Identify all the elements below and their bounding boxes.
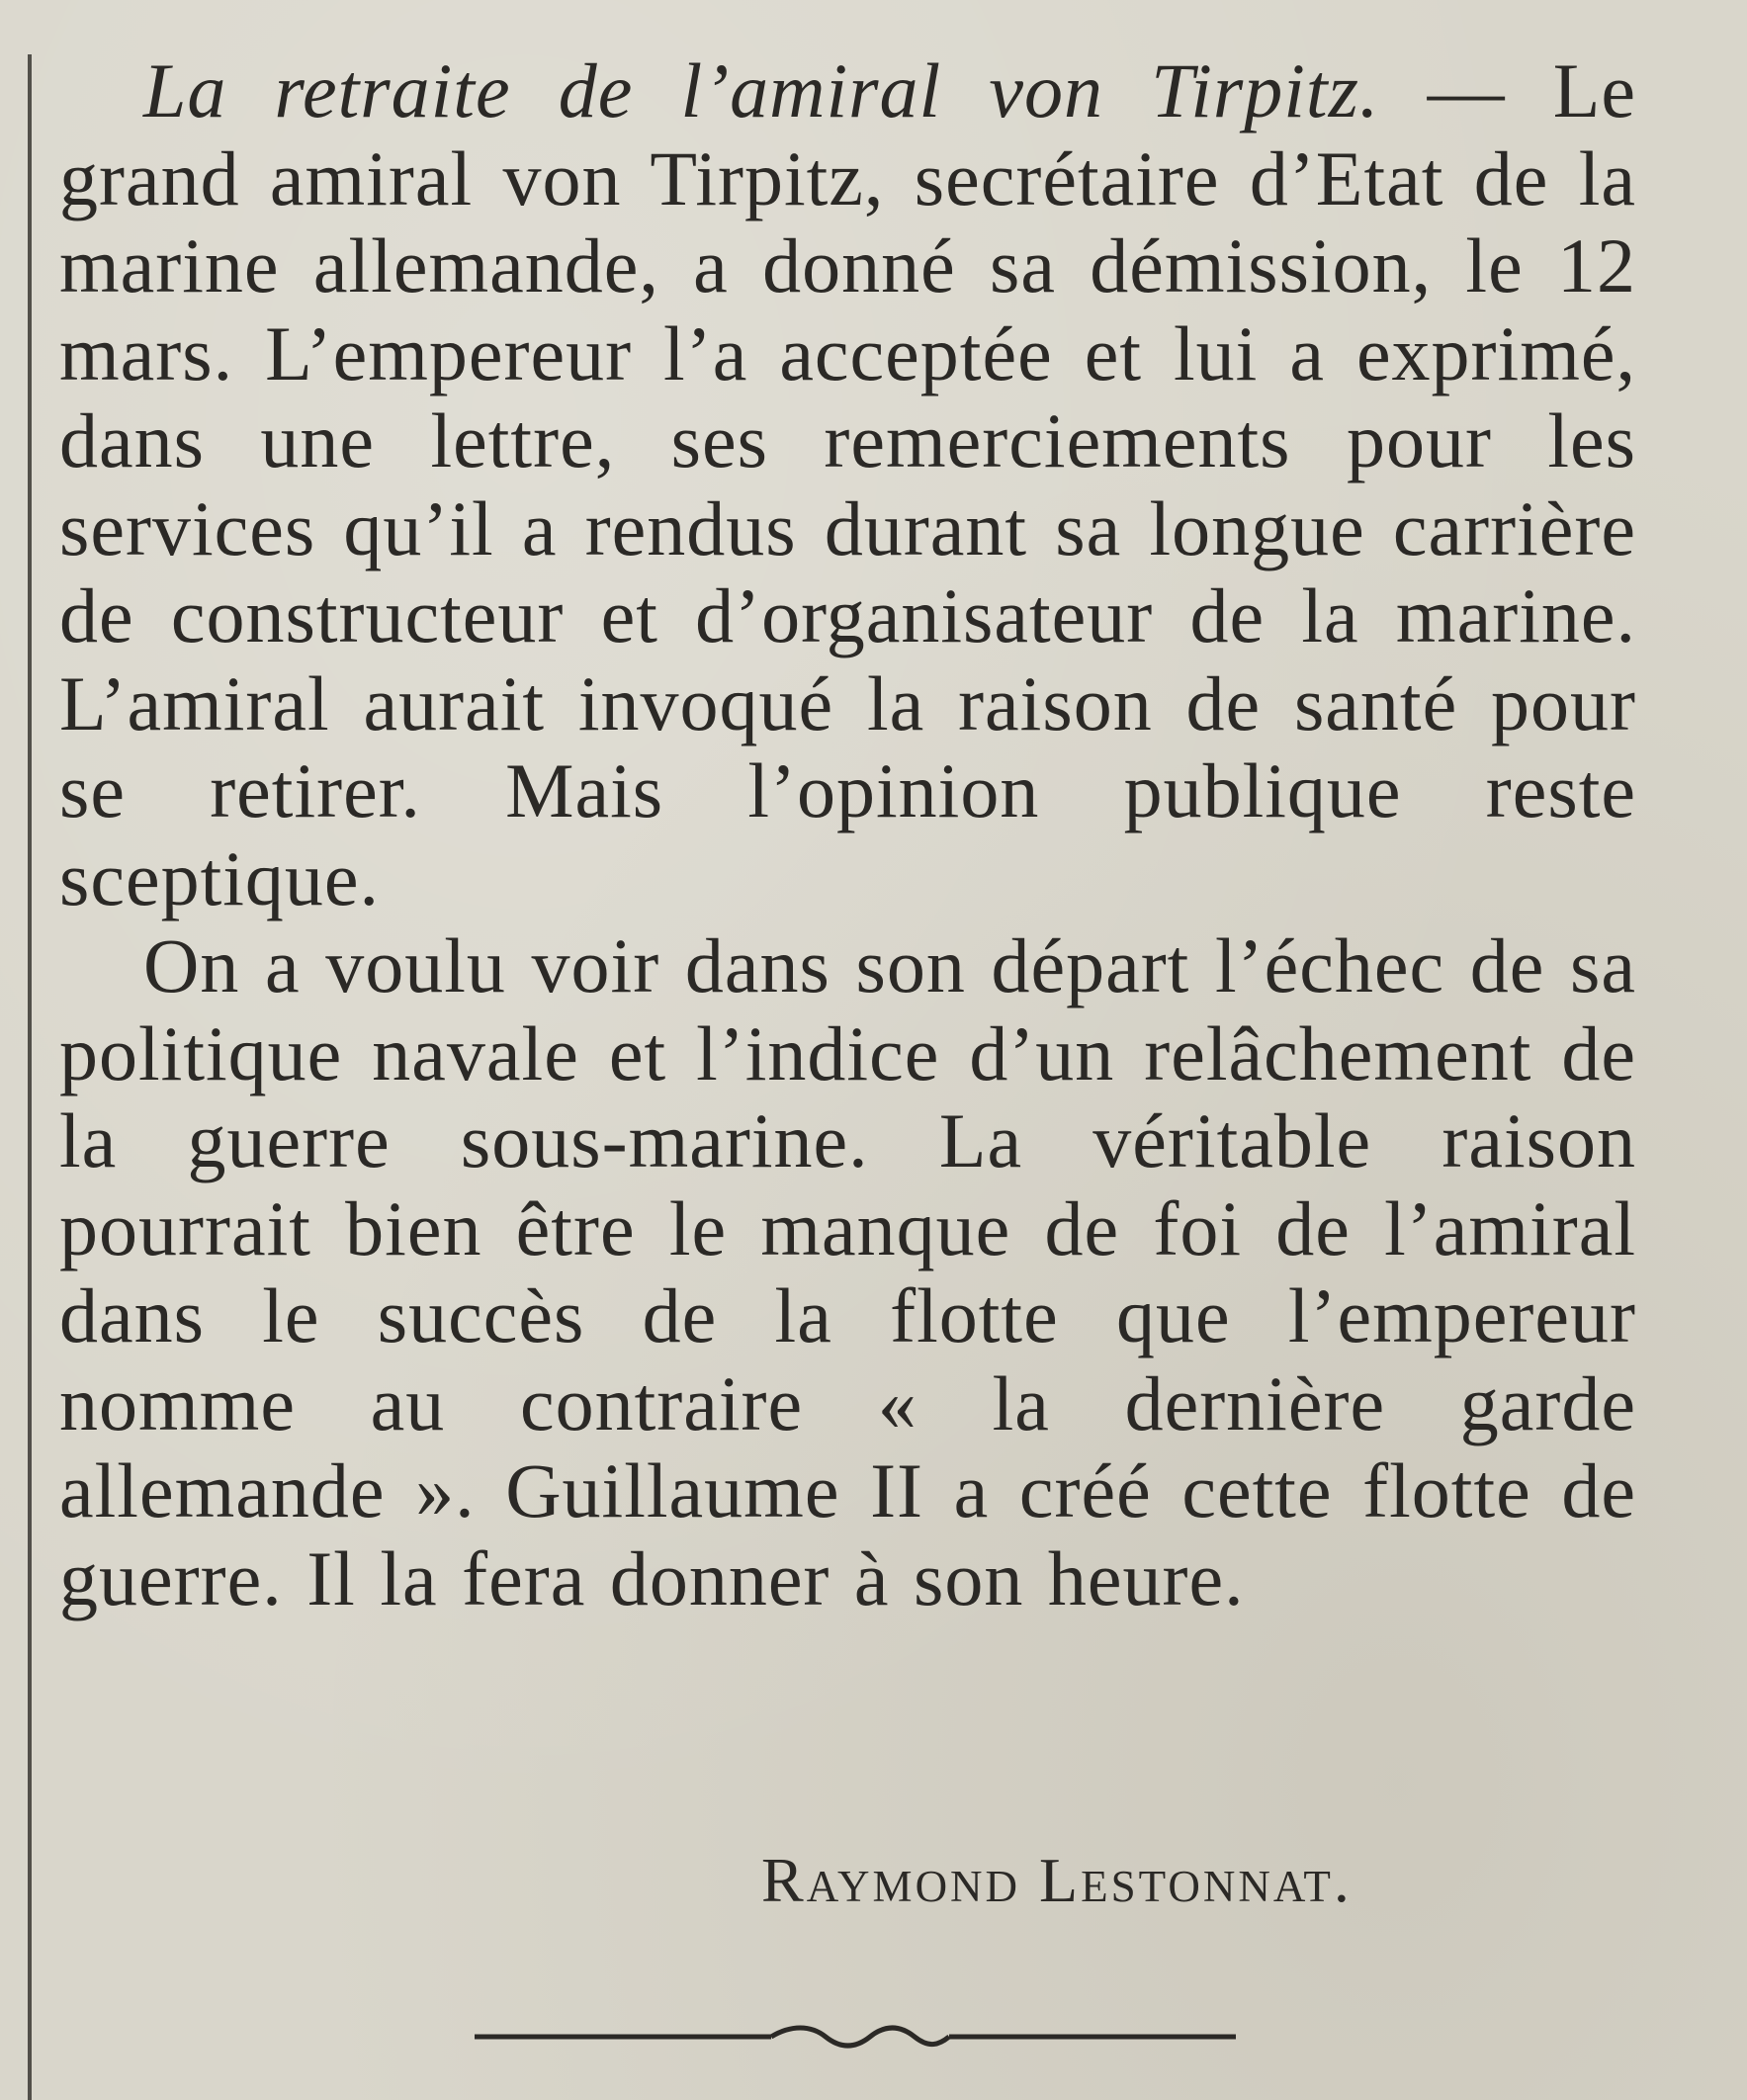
author-signature: Raymond Lestonnat.: [761, 1845, 1353, 1915]
column-rule: [28, 54, 32, 2100]
article-headline: La retraite de l’amiral von Tirpitz.: [143, 47, 1380, 133]
ornament-divider: [475, 2019, 1236, 2055]
article: [59, 47, 1636, 1622]
article-paragraph-2: On a voulu voir dans son départ l’échec de sa politique navale et l’indice d’un relâchement de la guerre sous-marine. La véritable raison pourrait bien être le manque de foi de l’amiral dans le succès de la flotte que l’empereur nomme au contraire « la dernière garde allemande ». Guillaume II a créé cette flotte de guerre. Il la fera donner à son heure.: [59, 922, 1636, 1621]
article-paragraph-1: [59, 47, 1636, 922]
paragraph-1-body: Le grand amiral von Tirpitz, secrétaire d’Etat de la marine allemande, a donné sa démission, le 12 mars. L’empereur l’a acceptée et lui a exprimé, dans une lettre, ses remerciements pour les services qu’il a rendus durant sa longue carrière de constructeur et d’organisateur de la marine. L’amiral aurait invoqué la raison de santé pour se retirer. Mais l’opinion publique reste sceptique.: [59, 47, 1637, 921]
headline-dash: —: [1379, 47, 1553, 133]
